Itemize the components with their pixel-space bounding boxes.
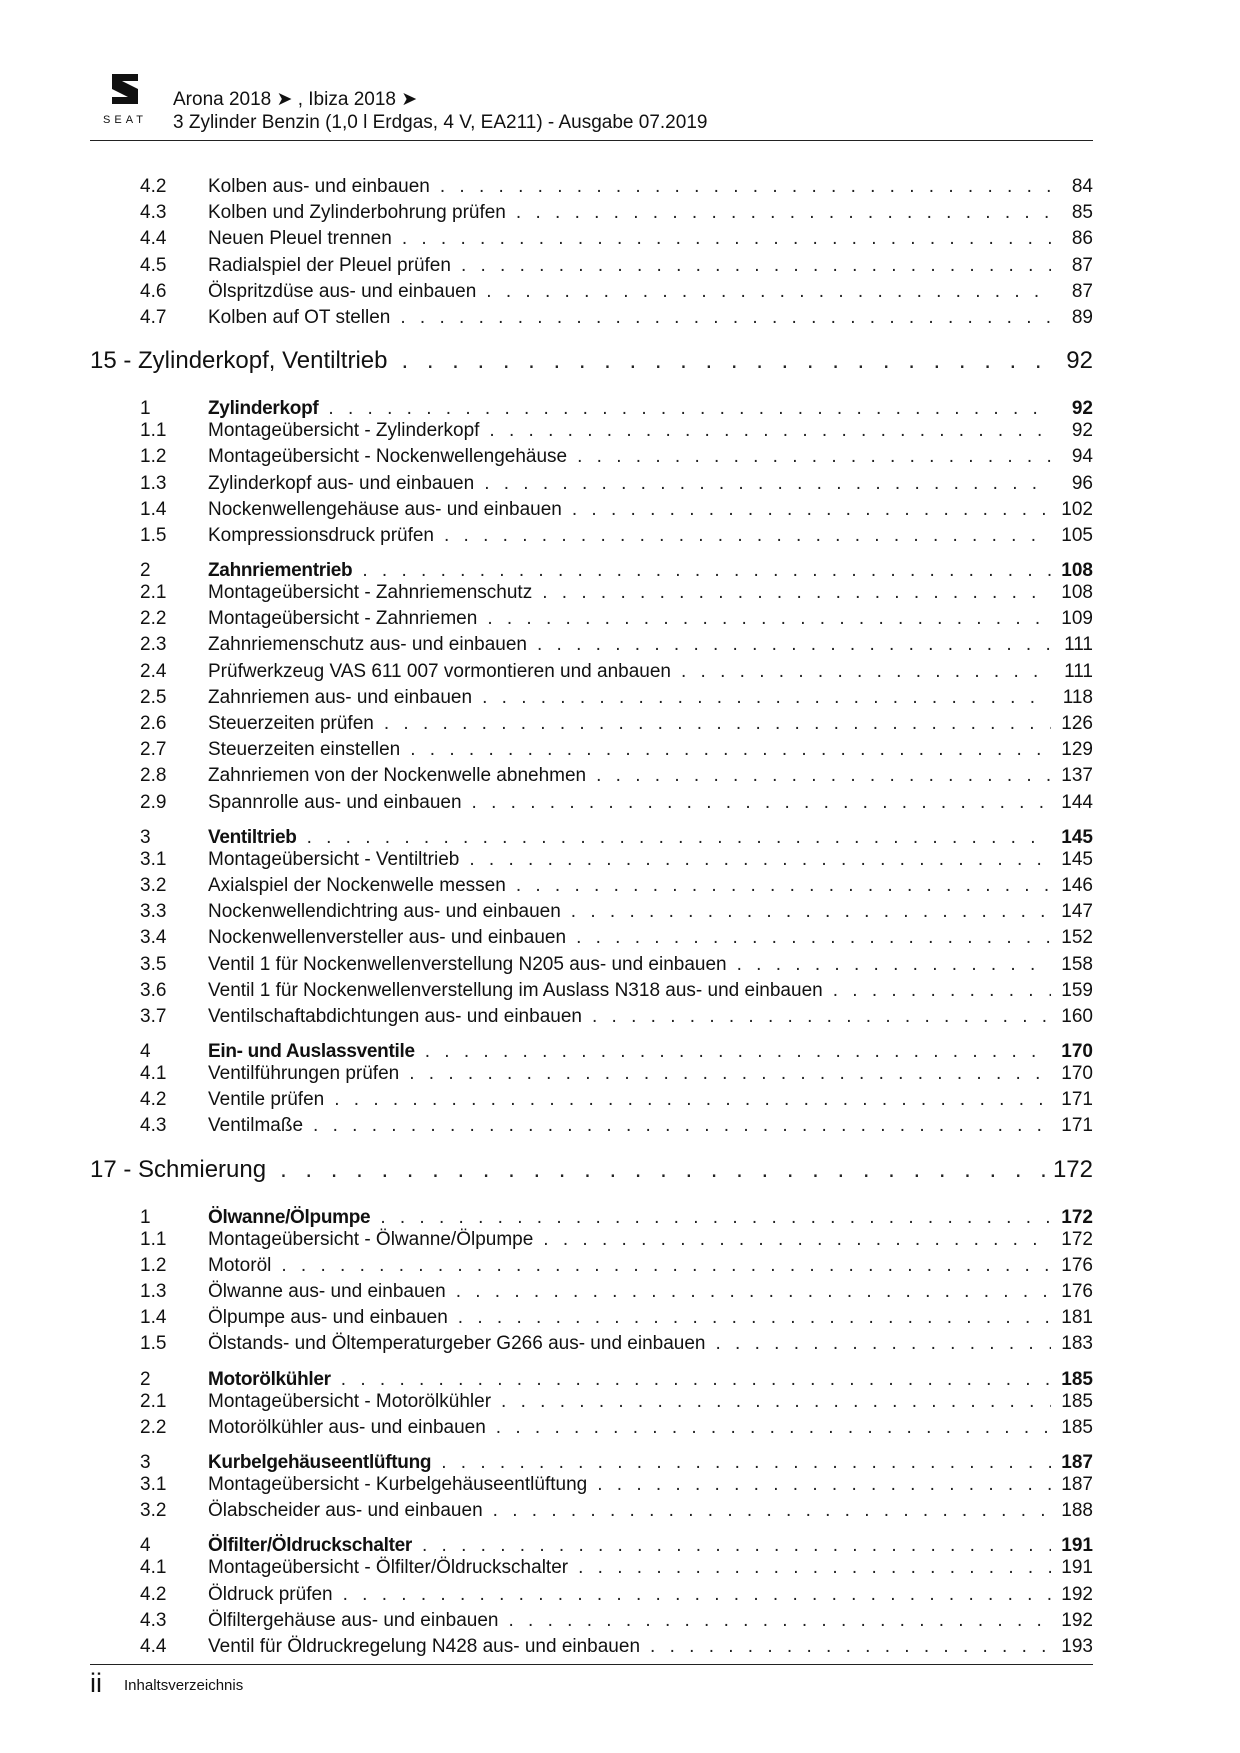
toc-entry-number: 1.1 <box>140 1228 167 1250</box>
toc-entry-page: 92 <box>1071 398 1093 420</box>
toc-entry-title: Kolben auf OT stellen <box>208 306 391 328</box>
toc-entry-number: 4.3 <box>140 202 167 224</box>
toc-entry-page: 137 <box>1061 765 1093 787</box>
toc-entry-page: 185 <box>1061 1368 1093 1390</box>
toc-entry-page: 92 <box>1071 420 1093 442</box>
dot-leader <box>469 849 1051 871</box>
dot-leader <box>577 446 1051 468</box>
toc-entry-title: Motorölkühler aus- und einbauen <box>208 1416 486 1438</box>
toc-entry-title: Zahnriemen von der Nockenwelle abnehmen <box>208 765 587 787</box>
toc-entry-page: 96 <box>1071 472 1093 494</box>
toc-entry[interactable] <box>90 176 1093 202</box>
dot-leader <box>737 954 1051 976</box>
toc-entry-number: 3.5 <box>140 953 167 975</box>
toc-entry-number: 3.6 <box>140 979 167 1001</box>
toc-entry-number: 1.2 <box>140 1254 167 1276</box>
toc-entry-title: Zahnriemenschutz aus- und einbauen <box>208 634 527 656</box>
dot-leader <box>576 927 1051 949</box>
toc-entry[interactable] <box>90 1474 1093 1500</box>
toc-entry-page: 102 <box>1061 498 1093 520</box>
toc-entry-title: Motorölkühler <box>208 1368 331 1390</box>
dot-leader <box>341 1369 1051 1391</box>
dot-leader <box>493 1500 1051 1522</box>
toc-entry-title: 15 - Zylinderkopf, Ventiltrieb <box>90 347 388 375</box>
toc-entry-title: Kurbelgehäuseentlüftung <box>208 1451 432 1473</box>
toc-entry-page: 108 <box>1061 582 1093 604</box>
dot-leader <box>458 1307 1051 1329</box>
dot-leader <box>281 1255 1051 1277</box>
toc-entry-page: 158 <box>1061 953 1093 975</box>
toc-entry-number: 3 <box>140 1451 151 1473</box>
toc-entry-title: Ein- und Auslassventile <box>208 1041 415 1063</box>
toc-entry-page: 183 <box>1061 1333 1093 1355</box>
toc-entry-title: Zahnriemen aus- und einbauen <box>208 686 473 708</box>
toc-entry-number: 1.4 <box>140 1307 167 1329</box>
toc-entry[interactable] <box>90 473 1093 499</box>
table-of-contents <box>90 176 1093 1662</box>
toc-entry-number: 3.3 <box>140 901 167 923</box>
seat-logo-icon <box>108 72 142 106</box>
toc-entry[interactable] <box>90 525 1093 551</box>
toc-entry-title: Ölfiltergehäuse aus- und einbauen <box>208 1609 499 1631</box>
toc-entry-number: 1 <box>140 1206 151 1228</box>
toc-entry-page: 86 <box>1071 228 1093 250</box>
toc-entry-title: 17 - Schmierung <box>90 1155 267 1183</box>
toc-entry-page: 171 <box>1061 1089 1093 1111</box>
toc-entry[interactable] <box>90 875 1093 901</box>
dot-leader <box>425 1041 1051 1063</box>
toc-entry[interactable] <box>90 927 1093 953</box>
toc-entry-page: 87 <box>1071 254 1093 276</box>
dot-leader <box>542 582 1051 604</box>
dot-leader <box>578 1557 1051 1579</box>
toc-section[interactable] <box>90 1198 1093 1229</box>
toc-entry-title: Neuen Pleuel trennen <box>208 228 392 250</box>
toc-entry-page: 105 <box>1061 524 1093 546</box>
toc-entry[interactable] <box>90 1063 1093 1089</box>
footer-label: Inhaltsverzeichnis <box>124 1677 244 1694</box>
toc-entry-title: Ölfilter/Öldruckschalter <box>208 1535 412 1557</box>
footer-rule <box>90 1664 1093 1665</box>
toc-entry-number: 2.1 <box>140 1390 167 1412</box>
toc-entry-title: Ölabscheider aus- und einbauen <box>208 1500 483 1522</box>
toc-entry-title: Ölpumpe aus- und einbauen <box>208 1307 448 1329</box>
toc-entry-page: 171 <box>1061 1115 1093 1137</box>
toc-entry-title: Ölspritzdüse aus- und einbauen <box>208 280 477 302</box>
toc-entry[interactable] <box>90 1307 1093 1333</box>
toc-entry-title: Ölwanne/Ölpumpe <box>208 1206 371 1228</box>
toc-entry-title: Ventil 1 für Nockenwellenverstellung N205 aus- und einbauen <box>208 953 727 975</box>
toc-entry-number: 2.6 <box>140 713 167 734</box>
dot-leader <box>592 1006 1051 1028</box>
toc-entry[interactable] <box>90 307 1093 333</box>
toc-entry-number: 2 <box>140 560 151 582</box>
toc-entry-title: Montageübersicht - Zahnriemen <box>208 608 478 630</box>
dot-leader <box>681 661 1051 683</box>
toc-entry-page: 181 <box>1061 1307 1093 1329</box>
dot-leader <box>328 398 1051 420</box>
toc-entry[interactable] <box>90 1281 1093 1307</box>
toc-entry[interactable] <box>90 446 1093 472</box>
toc-entry-title: Ventilführungen prüfen <box>208 1063 400 1085</box>
toc-entry-number: 4.2 <box>140 1089 167 1111</box>
dot-leader <box>380 1207 1051 1229</box>
dot-leader <box>410 739 1051 761</box>
toc-entry-number: 1.1 <box>140 420 167 442</box>
toc-entry-number: 4.7 <box>140 306 167 328</box>
toc-entry-number: 4.5 <box>140 254 167 276</box>
toc-entry[interactable] <box>90 687 1093 713</box>
toc-entry[interactable] <box>90 1333 1093 1359</box>
toc-entry-page: 111 <box>1064 634 1093 656</box>
toc-entry-number: 4.2 <box>140 1583 167 1605</box>
toc-entry-number: 4 <box>140 1041 151 1063</box>
toc-entry-number: 4.4 <box>140 1635 167 1657</box>
toc-entry-page: 85 <box>1071 202 1093 224</box>
page-number: ii <box>90 1668 102 1698</box>
dot-leader <box>401 347 1047 375</box>
toc-section[interactable] <box>90 1032 1093 1063</box>
toc-entry-number: 2.5 <box>140 686 167 708</box>
toc-section[interactable] <box>90 818 1093 849</box>
toc-entry[interactable] <box>90 202 1093 228</box>
toc-entry[interactable] <box>90 582 1093 608</box>
toc-entry-page: 191 <box>1061 1535 1093 1557</box>
toc-section[interactable] <box>90 389 1093 420</box>
toc-entry-number: 2.9 <box>140 791 167 813</box>
toc-entry[interactable] <box>90 954 1093 980</box>
toc-entry-number: 2.2 <box>140 1416 167 1438</box>
toc-entry[interactable] <box>90 1636 1093 1662</box>
toc-entry-title: Ventil für Öldruckregelung N428 aus- und einbauen <box>208 1635 641 1657</box>
toc-entry-number: 2.8 <box>140 765 167 787</box>
dot-leader <box>343 1584 1051 1606</box>
toc-entry[interactable] <box>90 713 1093 739</box>
toc-entry[interactable] <box>90 1229 1093 1255</box>
toc-entry-number: 4.4 <box>140 228 167 250</box>
toc-section[interactable] <box>90 1526 1093 1557</box>
toc-entry-title: Montageübersicht - Kurbelgehäuseentlüftung <box>208 1473 588 1495</box>
toc-entry-page: 94 <box>1071 446 1093 468</box>
toc-entry-page: 145 <box>1061 826 1093 848</box>
dot-leader <box>280 1156 1047 1184</box>
toc-entry-page: 170 <box>1061 1041 1093 1063</box>
toc-entry-number: 3.2 <box>140 874 167 896</box>
toc-entry-number: 3.2 <box>140 1500 167 1522</box>
toc-entry-page: 118 <box>1062 686 1093 708</box>
toc-entry-number: 2.1 <box>140 582 167 604</box>
dot-leader <box>508 1610 1051 1632</box>
toc-entry[interactable] <box>90 1006 1093 1032</box>
toc-entry-title: Montageübersicht - Ölwanne/Ölpumpe <box>208 1228 534 1250</box>
toc-entry-title: Ventil 1 für Nockenwellenverstellung im Auslass N318 aus- und einbauen <box>208 979 823 1001</box>
toc-entry-title: Kolben und Zylinderbohrung prüfen <box>208 202 506 224</box>
toc-entry-page: 176 <box>1061 1281 1093 1302</box>
dot-leader <box>596 765 1051 787</box>
toc-entry-page: 172 <box>1061 1206 1093 1228</box>
toc-entry-page: 84 <box>1071 176 1093 197</box>
toc-chapter[interactable] <box>90 333 1093 389</box>
dot-leader <box>496 1417 1051 1439</box>
document-subtitle: 3 Zylinder Benzin (1,0 l Erdgas, 4 V, EA211) - Ausgabe 07.2019 <box>173 112 708 133</box>
dot-leader <box>597 1474 1051 1496</box>
toc-entry[interactable] <box>90 1089 1093 1115</box>
toc-entry-title: Öldruck prüfen <box>208 1583 333 1605</box>
toc-entry[interactable] <box>90 281 1093 307</box>
page-header <box>94 66 1092 141</box>
toc-entry[interactable] <box>90 634 1093 660</box>
seat-logo <box>94 72 156 130</box>
toc-entry[interactable] <box>90 739 1093 765</box>
toc-entry-title: Ventile prüfen <box>208 1089 325 1111</box>
dot-leader <box>572 499 1051 521</box>
toc-entry-number: 1.3 <box>140 472 167 494</box>
toc-entry-title: Montageübersicht - Ölfilter/Öldruckschalter <box>208 1557 569 1579</box>
toc-entry[interactable] <box>90 499 1093 525</box>
dot-leader <box>461 255 1051 277</box>
dot-leader <box>650 1636 1051 1658</box>
logo-wordmark: SEAT <box>103 114 147 126</box>
toc-entry-page: 92 <box>1066 347 1093 375</box>
toc-entry-number: 2.7 <box>140 739 167 761</box>
dot-leader <box>456 1281 1051 1303</box>
toc-entry[interactable] <box>90 420 1093 446</box>
toc-entry-title: Ventilschaftabdichtungen aus- und einbauen <box>208 1005 582 1027</box>
toc-entry-number: 3 <box>140 826 151 848</box>
toc-entry-title: Ölstands- und Öltemperaturgeber G266 aus- und einbauen <box>208 1333 706 1355</box>
toc-entry-number: 4.1 <box>140 1557 167 1579</box>
toc-entry-page: 89 <box>1071 306 1093 328</box>
toc-entry-page: 160 <box>1061 1005 1093 1027</box>
toc-entry-title: Ventiltrieb <box>208 826 297 848</box>
toc-entry[interactable] <box>90 980 1093 1006</box>
toc-entry-title: Montageübersicht - Ventiltrieb <box>208 848 460 870</box>
toc-entry-title: Zylinderkopf <box>208 398 319 420</box>
toc-entry-page: 152 <box>1061 927 1093 949</box>
toc-entry-page: 185 <box>1061 1416 1093 1438</box>
toc-entry-page: 111 <box>1064 660 1093 682</box>
toc-entry-number: 3.1 <box>140 1473 167 1495</box>
dot-leader <box>543 1229 1051 1251</box>
toc-entry-title: Kolben aus- und einbauen <box>208 176 430 197</box>
dot-leader <box>444 525 1051 547</box>
toc-entry-number: 4.3 <box>140 1609 167 1631</box>
dot-leader <box>487 608 1051 630</box>
toc-entry-number: 1.2 <box>140 446 167 468</box>
toc-entry-page: 159 <box>1061 979 1093 1001</box>
toc-entry-page: 192 <box>1061 1609 1093 1631</box>
toc-section[interactable] <box>90 1360 1093 1391</box>
toc-entry[interactable] <box>90 1610 1093 1636</box>
toc-entry-page: 147 <box>1061 901 1093 923</box>
toc-entry-page: 193 <box>1061 1635 1093 1657</box>
toc-entry-title: Montageübersicht - Zylinderkopf <box>208 420 480 442</box>
toc-entry-number: 1.5 <box>140 1333 167 1355</box>
dot-leader <box>486 281 1051 303</box>
toc-entry[interactable] <box>90 1500 1093 1526</box>
toc-entry-page: 170 <box>1061 1063 1093 1085</box>
dot-leader <box>307 827 1051 849</box>
toc-entry-number: 2.2 <box>140 608 167 630</box>
toc-entry-page: 192 <box>1061 1583 1093 1605</box>
toc-section[interactable] <box>90 1443 1093 1474</box>
toc-entry-number: 4.1 <box>140 1063 167 1085</box>
dot-leader <box>489 420 1051 442</box>
header-rule <box>90 140 1093 141</box>
toc-entry-number: 2 <box>140 1368 151 1390</box>
toc-entry-number: 2.3 <box>140 634 167 656</box>
dot-leader <box>313 1115 1051 1137</box>
toc-entry-page: 188 <box>1061 1500 1093 1522</box>
dot-leader <box>384 713 1051 735</box>
toc-entry-title: Nockenwellengehäuse aus- und einbauen <box>208 498 562 520</box>
dot-leader <box>409 1063 1051 1085</box>
toc-entry[interactable] <box>90 901 1093 927</box>
toc-entry[interactable] <box>90 1255 1093 1281</box>
toc-entry[interactable] <box>90 765 1093 791</box>
dot-leader <box>537 634 1051 656</box>
dot-leader <box>334 1089 1051 1111</box>
toc-entry[interactable] <box>90 1417 1093 1443</box>
toc-entry[interactable] <box>90 661 1093 687</box>
toc-entry-page: 176 <box>1061 1254 1093 1276</box>
toc-entry-page: 172 <box>1052 1155 1093 1183</box>
toc-chapter[interactable] <box>90 1142 1093 1198</box>
dot-leader <box>516 202 1051 224</box>
toc-entry-title: Prüfwerkzeug VAS 611 007 vormontieren und anbauen <box>208 660 671 682</box>
toc-entry[interactable] <box>90 1584 1093 1610</box>
document-title: Arona 2018 ➤ , Ibiza 2018 ➤ <box>173 89 418 110</box>
toc-entry-page: 126 <box>1061 713 1093 734</box>
toc-entry-title: Nockenwellenversteller aus- und einbauen <box>208 927 567 949</box>
toc-entry[interactable] <box>90 1557 1093 1583</box>
toc-entry-title: Nockenwellendichtring aus- und einbauen <box>208 901 561 923</box>
toc-entry-number: 4.3 <box>140 1115 167 1137</box>
toc-entry-title: Ölwanne aus- und einbauen <box>208 1281 446 1302</box>
toc-entry-number: 2.4 <box>140 660 167 682</box>
toc-entry-number: 1.5 <box>140 524 167 546</box>
toc-entry[interactable] <box>90 228 1093 254</box>
toc-entry-title: Steuerzeiten einstellen <box>208 739 401 761</box>
dot-leader <box>715 1333 1051 1355</box>
toc-entry[interactable] <box>90 849 1093 875</box>
toc-entry-title: Zahnriementrieb <box>208 560 353 582</box>
dot-leader <box>482 687 1051 709</box>
toc-entry-page: 145 <box>1061 848 1093 870</box>
toc-entry-page: 187 <box>1061 1451 1093 1473</box>
toc-entry[interactable] <box>90 792 1093 818</box>
toc-entry-page: 108 <box>1061 560 1093 582</box>
toc-entry-title: Motoröl <box>208 1254 272 1276</box>
toc-entry-number: 4.2 <box>140 176 167 197</box>
toc-entry-page: 191 <box>1061 1557 1093 1579</box>
dot-leader <box>833 980 1051 1002</box>
toc-entry-number: 1 <box>140 398 151 420</box>
dot-leader <box>516 875 1051 897</box>
dot-leader <box>484 473 1051 495</box>
toc-entry-page: 144 <box>1061 791 1093 813</box>
dot-leader <box>472 792 1051 814</box>
toc-entry[interactable] <box>90 1391 1093 1417</box>
toc-entry-number: 3.1 <box>140 848 167 870</box>
toc-entry-number: 1.3 <box>140 1281 167 1302</box>
toc-entry-title: Kompressionsdruck prüfen <box>208 524 434 546</box>
toc-entry-page: 185 <box>1061 1390 1093 1412</box>
dot-leader <box>440 176 1051 198</box>
toc-entry-number: 4.6 <box>140 280 167 302</box>
toc-entry-page: 87 <box>1071 280 1093 302</box>
toc-entry-page: 187 <box>1061 1473 1093 1495</box>
dot-leader <box>571 901 1051 923</box>
toc-entry-page: 109 <box>1061 608 1093 630</box>
toc-entry-title: Spannrolle aus- und einbauen <box>208 791 462 813</box>
toc-entry-number: 1.4 <box>140 498 167 520</box>
toc-entry-title: Montageübersicht - Motorölkühler <box>208 1390 492 1412</box>
toc-entry-page: 146 <box>1061 874 1093 896</box>
toc-entry-title: Montageübersicht - Nockenwellengehäuse <box>208 446 568 468</box>
toc-entry-title: Radialspiel der Pleuel prüfen <box>208 254 451 276</box>
dot-leader <box>400 307 1051 329</box>
toc-entry[interactable] <box>90 1115 1093 1141</box>
toc-entry-page: 129 <box>1061 739 1093 761</box>
toc-entry-title: Steuerzeiten prüfen <box>208 713 374 734</box>
toc-entry-title: Zylinderkopf aus- und einbauen <box>208 472 475 494</box>
dot-leader <box>362 560 1051 582</box>
toc-entry-title: Axialspiel der Nockenwelle messen <box>208 874 506 896</box>
toc-entry[interactable] <box>90 255 1093 281</box>
dot-leader <box>441 1452 1051 1474</box>
dot-leader <box>402 228 1051 250</box>
toc-entry-number: 3.4 <box>140 927 167 949</box>
toc-entry-number: 4 <box>140 1535 151 1557</box>
toc-entry-title: Montageübersicht - Zahnriemenschutz <box>208 582 533 604</box>
toc-entry[interactable] <box>90 608 1093 634</box>
dot-leader <box>501 1391 1051 1413</box>
toc-entry-title: Ventilmaße <box>208 1115 304 1137</box>
toc-entry-page: 172 <box>1061 1228 1093 1250</box>
toc-entry-number: 3.7 <box>140 1005 167 1027</box>
toc-section[interactable] <box>90 551 1093 582</box>
dot-leader <box>422 1535 1051 1557</box>
